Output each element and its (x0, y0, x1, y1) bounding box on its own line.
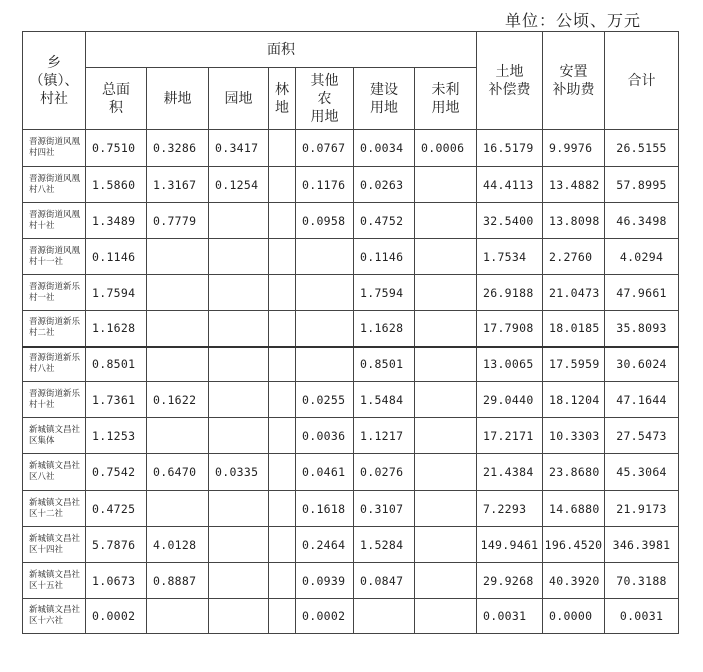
cell-cultivated: 4.0128 (147, 527, 209, 563)
table-row (23, 347, 679, 382)
cell-cultivated (147, 347, 209, 382)
row-location-name: 晋源街道风凰村八社 (23, 167, 86, 203)
cell-unused (415, 563, 477, 599)
cell-total-area: 0.7510 (86, 130, 147, 167)
cell-resettle: 13.8098 (543, 203, 605, 239)
cell-other-agri (296, 275, 354, 311)
table-row (23, 130, 679, 167)
cell-resettle: 18.0185 (543, 311, 605, 347)
cell-sum: 0.0031 (605, 599, 679, 634)
compensation-table (22, 31, 679, 634)
row-location-name: 新城镇文昌社区十四社 (23, 527, 86, 563)
cell-other-agri: 0.0002 (296, 599, 354, 634)
cell-sum: 4.0294 (605, 239, 679, 275)
cell-forest (269, 527, 296, 563)
header-township: 乡 （镇）、 村社 (23, 32, 86, 130)
row-location-name: 晋源街道风凰村十一社 (23, 239, 86, 275)
cell-forest (269, 347, 296, 382)
cell-forest (269, 418, 296, 454)
cell-land-comp: 44.4113 (477, 167, 543, 203)
cell-garden: 0.0335 (209, 454, 269, 491)
table-body (23, 130, 679, 634)
cell-other-agri (296, 239, 354, 275)
cell-sum: 26.5155 (605, 130, 679, 167)
cell-land-comp: 149.9461 (477, 527, 543, 563)
cell-forest (269, 203, 296, 239)
cell-construction: 0.0276 (354, 454, 415, 491)
cell-land-comp: 7.2293 (477, 491, 543, 527)
cell-cultivated: 1.3167 (147, 167, 209, 203)
cell-garden (209, 275, 269, 311)
table-row (23, 418, 679, 454)
cell-forest (269, 311, 296, 347)
cell-other-agri: 0.0958 (296, 203, 354, 239)
cell-resettle: 10.3303 (543, 418, 605, 454)
header-other-agri: 其他 农 用地 (296, 68, 354, 130)
cell-sum: 57.8995 (605, 167, 679, 203)
cell-land-comp: 17.2171 (477, 418, 543, 454)
cell-resettle: 18.1204 (543, 382, 605, 418)
cell-resettle: 13.4882 (543, 167, 605, 203)
cell-other-agri: 0.0036 (296, 418, 354, 454)
cell-land-comp: 0.0031 (477, 599, 543, 634)
cell-construction: 0.0263 (354, 167, 415, 203)
table-row (23, 311, 679, 347)
cell-total-area: 1.1253 (86, 418, 147, 454)
cell-total-area: 1.5860 (86, 167, 147, 203)
cell-construction: 0.0034 (354, 130, 415, 167)
cell-unused (415, 418, 477, 454)
table-row (23, 491, 679, 527)
cell-construction: 1.5484 (354, 382, 415, 418)
cell-construction: 0.0847 (354, 563, 415, 599)
cell-construction: 1.5284 (354, 527, 415, 563)
cell-construction: 0.3107 (354, 491, 415, 527)
row-location-name: 新城镇文昌社区十五社 (23, 563, 86, 599)
cell-unused (415, 239, 477, 275)
row-location-name: 晋源街道新乐村二社 (23, 311, 86, 347)
cell-other-agri (296, 311, 354, 347)
cell-resettle: 17.5959 (543, 347, 605, 382)
unit-label: 单位：公顷、万元 (505, 11, 642, 30)
cell-sum: 47.1644 (605, 382, 679, 418)
table-row (23, 599, 679, 634)
cell-total-area: 1.1628 (86, 311, 147, 347)
cell-total-area: 1.7361 (86, 382, 147, 418)
cell-garden (209, 563, 269, 599)
cell-forest (269, 563, 296, 599)
cell-total-area: 0.0002 (86, 599, 147, 634)
cell-unused (415, 454, 477, 491)
cell-resettle: 40.3920 (543, 563, 605, 599)
cell-other-agri: 0.0461 (296, 454, 354, 491)
cell-land-comp: 26.9188 (477, 275, 543, 311)
header-sum: 合计 (605, 32, 679, 130)
cell-construction: 1.1217 (354, 418, 415, 454)
cell-garden: 0.1254 (209, 167, 269, 203)
cell-unused (415, 527, 477, 563)
cell-resettle: 21.0473 (543, 275, 605, 311)
cell-unused (415, 275, 477, 311)
cell-unused (415, 491, 477, 527)
cell-garden (209, 239, 269, 275)
cell-unused (415, 311, 477, 347)
cell-sum: 47.9661 (605, 275, 679, 311)
table-row (23, 527, 679, 563)
table-row (23, 203, 679, 239)
cell-other-agri: 0.0255 (296, 382, 354, 418)
table-row (23, 275, 679, 311)
cell-unused (415, 347, 477, 382)
cell-forest (269, 599, 296, 634)
row-location-name: 新城镇文昌社区八社 (23, 454, 86, 491)
cell-cultivated (147, 418, 209, 454)
cell-unused (415, 203, 477, 239)
cell-land-comp: 21.4384 (477, 454, 543, 491)
cell-total-area: 1.3489 (86, 203, 147, 239)
cell-unused: 0.0006 (415, 130, 477, 167)
cell-sum: 45.3064 (605, 454, 679, 491)
cell-construction: 0.8501 (354, 347, 415, 382)
cell-garden (209, 599, 269, 634)
cell-forest (269, 454, 296, 491)
table-row (23, 167, 679, 203)
cell-cultivated (147, 491, 209, 527)
table-row (23, 563, 679, 599)
cell-other-agri: 0.1618 (296, 491, 354, 527)
cell-sum: 346.3981 (605, 527, 679, 563)
header-garden: 园地 (209, 68, 269, 130)
cell-resettle: 14.6880 (543, 491, 605, 527)
cell-land-comp: 13.0065 (477, 347, 543, 382)
cell-cultivated (147, 239, 209, 275)
cell-land-comp: 16.5179 (477, 130, 543, 167)
header-area-group: 面积 (86, 32, 477, 68)
cell-sum: 30.6024 (605, 347, 679, 382)
cell-resettle: 196.4520 (543, 527, 605, 563)
cell-other-agri: 0.0767 (296, 130, 354, 167)
cell-cultivated: 0.1622 (147, 382, 209, 418)
header-total-area: 总面 积 (86, 68, 147, 130)
cell-garden: 0.3417 (209, 130, 269, 167)
cell-total-area: 0.7542 (86, 454, 147, 491)
cell-cultivated (147, 599, 209, 634)
cell-total-area: 0.8501 (86, 347, 147, 382)
row-location-name: 晋源街道新乐村八社 (23, 347, 86, 382)
cell-forest (269, 382, 296, 418)
cell-resettle: 2.2760 (543, 239, 605, 275)
cell-resettle: 0.0000 (543, 599, 605, 634)
table-row (23, 239, 679, 275)
cell-garden (209, 527, 269, 563)
cell-total-area: 5.7876 (86, 527, 147, 563)
cell-land-comp: 32.5400 (477, 203, 543, 239)
cell-forest (269, 239, 296, 275)
cell-land-comp: 1.7534 (477, 239, 543, 275)
cell-forest (269, 275, 296, 311)
cell-other-agri: 0.2464 (296, 527, 354, 563)
cell-construction (354, 599, 415, 634)
cell-cultivated: 0.6470 (147, 454, 209, 491)
row-location-name: 晋源街道风凰村四社 (23, 130, 86, 167)
table-row (23, 454, 679, 491)
cell-cultivated (147, 275, 209, 311)
cell-construction: 0.4752 (354, 203, 415, 239)
cell-cultivated: 0.7779 (147, 203, 209, 239)
cell-other-agri (296, 347, 354, 382)
cell-garden (209, 203, 269, 239)
cell-sum: 70.3188 (605, 563, 679, 599)
cell-total-area: 1.7594 (86, 275, 147, 311)
cell-sum: 21.9173 (605, 491, 679, 527)
cell-garden (209, 418, 269, 454)
row-location-name: 新城镇文昌社区十二社 (23, 491, 86, 527)
cell-cultivated (147, 311, 209, 347)
row-location-name: 新城镇文昌社区十六社 (23, 599, 86, 634)
row-location-name: 新城镇文昌社区集体 (23, 418, 86, 454)
header-cultivated: 耕地 (147, 68, 209, 130)
cell-sum: 35.8093 (605, 311, 679, 347)
header-land-compensation: 土地 补偿费 (477, 32, 543, 130)
cell-construction: 1.1628 (354, 311, 415, 347)
cell-forest (269, 491, 296, 527)
header-resettlement-subsidy: 安置 补助费 (543, 32, 605, 130)
cell-land-comp: 29.0440 (477, 382, 543, 418)
cell-forest (269, 130, 296, 167)
cell-sum: 46.3498 (605, 203, 679, 239)
cell-other-agri: 0.0939 (296, 563, 354, 599)
cell-total-area: 1.0673 (86, 563, 147, 599)
cell-total-area: 0.4725 (86, 491, 147, 527)
cell-garden (209, 382, 269, 418)
cell-unused (415, 599, 477, 634)
cell-land-comp: 29.9268 (477, 563, 543, 599)
row-location-name: 晋源街道风凰村十社 (23, 203, 86, 239)
header-unused: 未利 用地 (415, 68, 477, 130)
cell-unused (415, 382, 477, 418)
cell-garden (209, 347, 269, 382)
cell-garden (209, 491, 269, 527)
cell-cultivated: 0.3286 (147, 130, 209, 167)
cell-cultivated: 0.8887 (147, 563, 209, 599)
row-location-name: 晋源街道新乐村一社 (23, 275, 86, 311)
cell-unused (415, 167, 477, 203)
cell-total-area: 0.1146 (86, 239, 147, 275)
row-location-name: 晋源街道新乐村十社 (23, 382, 86, 418)
cell-land-comp: 17.7908 (477, 311, 543, 347)
cell-other-agri: 0.1176 (296, 167, 354, 203)
header-construction: 建设 用地 (354, 68, 415, 130)
header-forest: 林 地 (269, 68, 296, 130)
table-row (23, 382, 679, 418)
cell-resettle: 23.8680 (543, 454, 605, 491)
cell-resettle: 9.9976 (543, 130, 605, 167)
cell-construction: 0.1146 (354, 239, 415, 275)
cell-sum: 27.5473 (605, 418, 679, 454)
cell-construction: 1.7594 (354, 275, 415, 311)
cell-forest (269, 167, 296, 203)
cell-garden (209, 311, 269, 347)
